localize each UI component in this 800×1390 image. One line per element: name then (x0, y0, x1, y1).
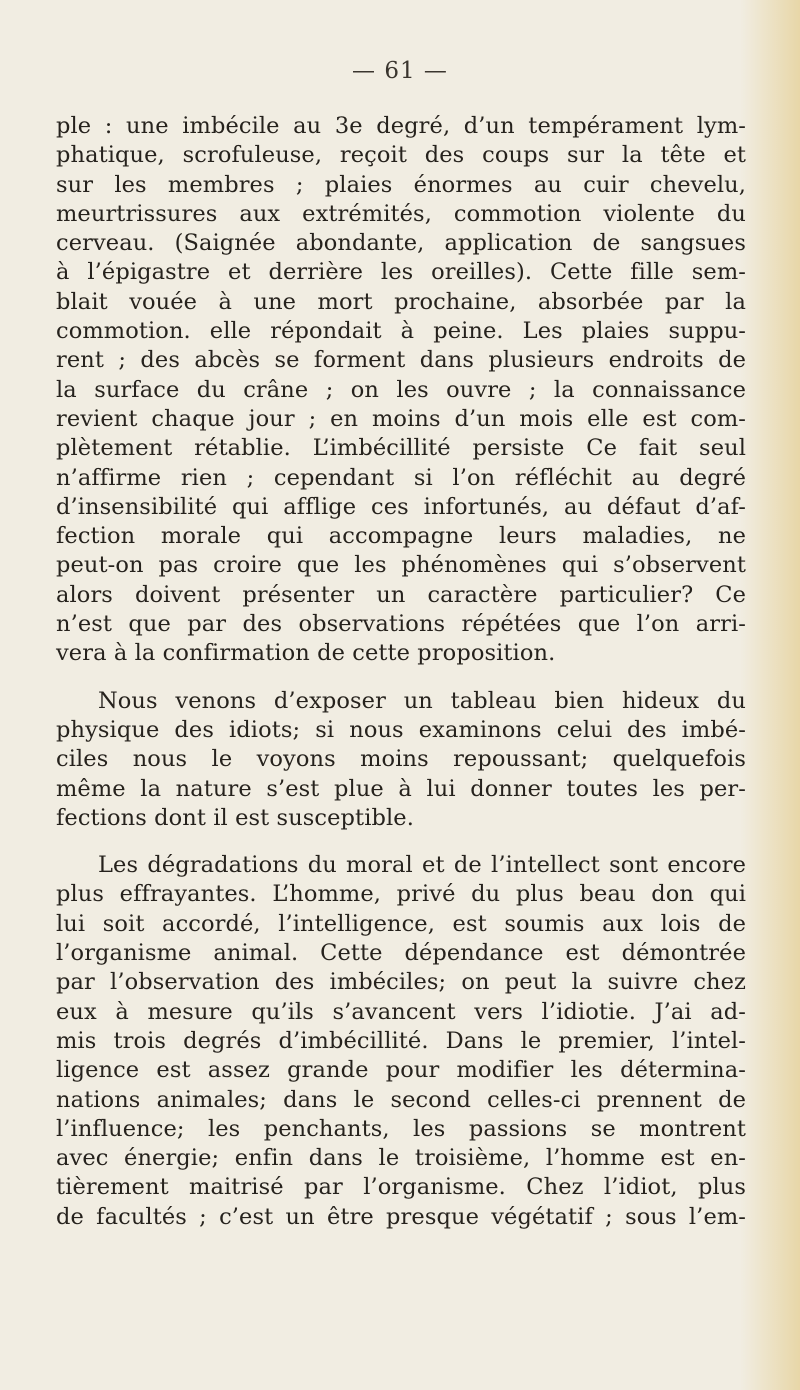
text-line: nations animales; dans le second celles-ci prennent de (56, 1086, 746, 1113)
text-line: alors doivent présenter un caractère particulier? Ce (56, 581, 746, 608)
text-line: n’est que par des observations répétées que l’on arri- (56, 611, 746, 638)
text-line: ligence est assez grande pour modifier les détermina- (56, 1057, 746, 1084)
text-line: la surface du crâne ; on les ouvre ; la connaissance (56, 376, 746, 403)
text-line: même la nature s’est plue à lui donner toutes les per- (56, 775, 746, 802)
text-line: phatique, scrofuleuse, reçoit des coups sur la tête et (56, 142, 746, 169)
text-line: ple : une imbécile au 3e degré, d’un tempérament lym- (56, 113, 746, 139)
text-line: sur les membres ; plaies énormes au cuir chevelu, (56, 171, 746, 198)
text-line: Nous venons d’exposer un tableau bien hideux du (98, 687, 746, 714)
paragraph-1 (56, 112, 746, 669)
text-line: vera à la confirmation de cette proposition. (56, 640, 556, 667)
text-line: blait vouée à une mort prochaine, absorbée par la (56, 288, 746, 315)
page-number-header: — 61 — (352, 58, 448, 84)
text-line: revient chaque jour ; en moins d’un mois elle est com- (56, 405, 746, 432)
text-line: fection morale qui accompagne leurs maladies, ne (56, 523, 746, 550)
paragraph-gap (56, 669, 746, 687)
text-line: n’affirme rien ; cependant si l’on réfléchit au degré (56, 464, 746, 491)
text-line: rent ; des abcès se forment dans plusieurs endroits de (56, 347, 746, 374)
text-line: par l’observation des imbéciles; on peut la suivre chez (56, 969, 746, 996)
text-line: ciles nous le voyons moins repoussant; quelquefois (56, 746, 746, 773)
text-line: avec énergie; enfin dans le troisième, l’homme est en- (56, 1145, 746, 1172)
text-line: peut-on pas croire que les phénomènes qui s’observent (56, 552, 746, 579)
paragraph-3 (56, 851, 746, 1232)
text-line: mis trois degrés d’imbécillité. Dans le premier, l’intel- (56, 1027, 746, 1054)
text-line: d’insensibilité qui afflige ces infortunés, au défaut d’af- (56, 493, 746, 520)
text-line: plus effrayantes. L’homme, privé du plus beau don qui (56, 881, 746, 908)
text-line: eux à mesure qu’ils s’avancent vers l’idiotie. J’ai ad- (56, 998, 746, 1025)
text-line: physique des idiots; si nous examinons celui des imbé- (56, 716, 746, 743)
text-line: tièrement maitrisé par l’organisme. Chez l’idiot, plus (56, 1174, 746, 1201)
text-line: plètement rétablie. L’imbécillité persiste Ce fait seul (56, 435, 746, 462)
text-line: commotion. elle répondait à peine. Les plaies suppu- (56, 318, 746, 345)
body-text (56, 112, 746, 1232)
paragraph-2 (56, 687, 746, 833)
text-line: Les dégradations du moral et de l’intellect sont encore (98, 852, 746, 879)
text-line: à l’épigastre et derrière les oreilles). Cette fille sem- (56, 259, 746, 286)
text-line: l’influence; les penchants, les passions se montrent (56, 1115, 746, 1142)
text-line: lui soit accordé, l’intelligence, est soumis aux lois de (56, 910, 746, 937)
text-line: de facultés ; c’est un être presque végétatif ; sous l’em- (56, 1203, 746, 1230)
text-line: cerveau. (Saignée abondante, application de sangsues (56, 230, 746, 257)
text-line: l’organisme animal. Cette dépendance est démontrée (56, 940, 746, 967)
paragraph-gap (56, 833, 746, 851)
text-line: fections dont il est susceptible. (56, 804, 414, 831)
text-line: meurtrissures aux extrémités, commotion violente du (56, 200, 746, 227)
